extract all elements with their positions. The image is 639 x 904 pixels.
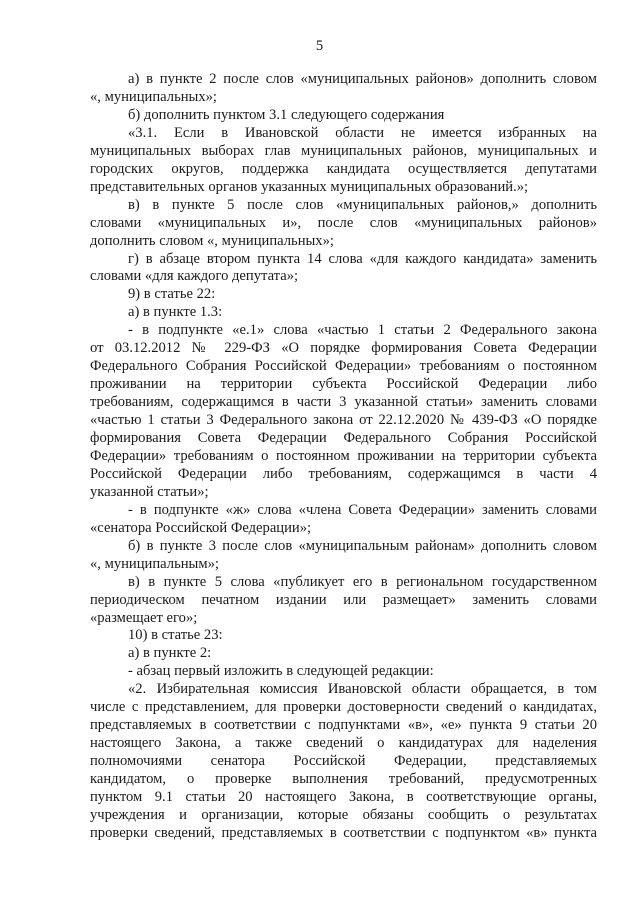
text-line: представительных органов указанных муниципальных образований.»; — [90, 178, 529, 195]
text-line: б) дополнить пунктом 3.1 следующего содержания — [128, 106, 445, 123]
text-line: - в подпункте «е.1» слова «частью 1 статьи 2 Федерального закона — [128, 322, 597, 339]
text-line: полномочиями сенатора Российской Федерации, представляемых — [90, 753, 597, 770]
text-line: настоящего Закона, а также сведений о кандидатурах для наделения — [90, 735, 597, 752]
page-number: 5 — [315, 38, 324, 54]
text-line: а) в пункте 2 после слов «муниципальных районов» дополнить словом — [128, 71, 597, 87]
text-line: б) в пункте 3 после слов «муниципальным районам» дополнить словом — [128, 537, 597, 554]
text-line: словами «муниципальных и», после слов «муниципальных районов» — [90, 214, 597, 231]
text-line: «сенатора Российской Федерации»; — [90, 519, 312, 536]
text-line: в) в пункте 5 после слов «муниципальных районов,» дополнить — [128, 196, 597, 213]
text-line: формирования Совета Федерации Федерального Собрания Российской — [90, 430, 597, 446]
text-line: требованиям, содержащимся в части 3 указанной статьи» заменить словами — [90, 394, 597, 411]
text-line: «размещает его»; — [90, 609, 198, 626]
text-line: дополнить словом «, муниципальных»; — [90, 232, 334, 249]
text-line: Российской Федерации либо требованиям, содержащимся в части 4 — [90, 465, 597, 482]
text-line: - в подпункте «ж» слова «члена Совета Федерации» заменить словами — [128, 501, 597, 518]
text-line: периодическом печатном издании или размещает» заменить словами — [90, 591, 597, 608]
text-line: «частью 1 статьи 3 Федерального закона от 22.12.2020 № 439-ФЗ «О порядке — [90, 412, 597, 429]
text-line: представляемых в соответствии с подпунктами «в», «е» пункта 9 статьи 20 — [90, 717, 597, 734]
text-line: городских округов, поддержка кандидата осуществляется депутатами — [90, 160, 597, 177]
text-line: пунктом 9.1 статьи 20 настоящего Закона, в соответствующие органы, — [90, 789, 597, 805]
text-line: от 03.12.2012 № 229-ФЗ «О порядке формирования Совета Федерации — [90, 340, 597, 357]
text-line: учреждения и организации, которые обязаны сообщить о результатах — [90, 806, 597, 823]
text-line: «2. Избирательная комиссия Ивановской области обращается, в том — [128, 681, 597, 698]
text-line: проверки сведений, представляемых в соответствии с подпунктом «в» пункта — [90, 824, 597, 841]
text-line: муниципальных выборах глав муниципальных районов, муниципальных и — [90, 142, 597, 159]
text-line: указанной статьи»; — [90, 483, 209, 500]
text-line: словами «для каждого депутата»; — [90, 268, 299, 285]
text-line: 9) в статье 22: — [128, 286, 216, 303]
text-line: кандидатом, о проверке выполнения требований, предусмотренных — [90, 771, 597, 787]
text-line: «3.1. Если в Ивановской области не имеется избранных на — [128, 124, 597, 141]
text-line: г) в абзаце втором пункта 14 слова «для каждого кандидата» заменить — [128, 250, 597, 267]
text-line: «, муниципальным»; — [90, 555, 219, 572]
text-line: 10) в статье 23: — [128, 627, 223, 644]
text-line: числе с представлением, для проверки достоверности сведений о кандидатах, — [90, 699, 597, 716]
text-line: а) в пункте 2: — [128, 645, 212, 662]
text-line: а) в пункте 1.3: — [128, 304, 223, 321]
text-line: «, муниципальных»; — [90, 89, 217, 105]
text-line: в) в пункте 5 слова «публикует его в региональном государственном — [128, 573, 597, 590]
text-line: - абзац первый изложить в следующей редакции: — [128, 663, 434, 680]
text-line: Федерации» требованиям о постоянном проживании на территории субъекта — [90, 447, 597, 464]
text-line: проживании на территории субъекта Российской Федерации либо — [90, 376, 597, 393]
text-line: Федерального Собрания Российской Федерации» требованиям о постоянном — [90, 358, 597, 375]
